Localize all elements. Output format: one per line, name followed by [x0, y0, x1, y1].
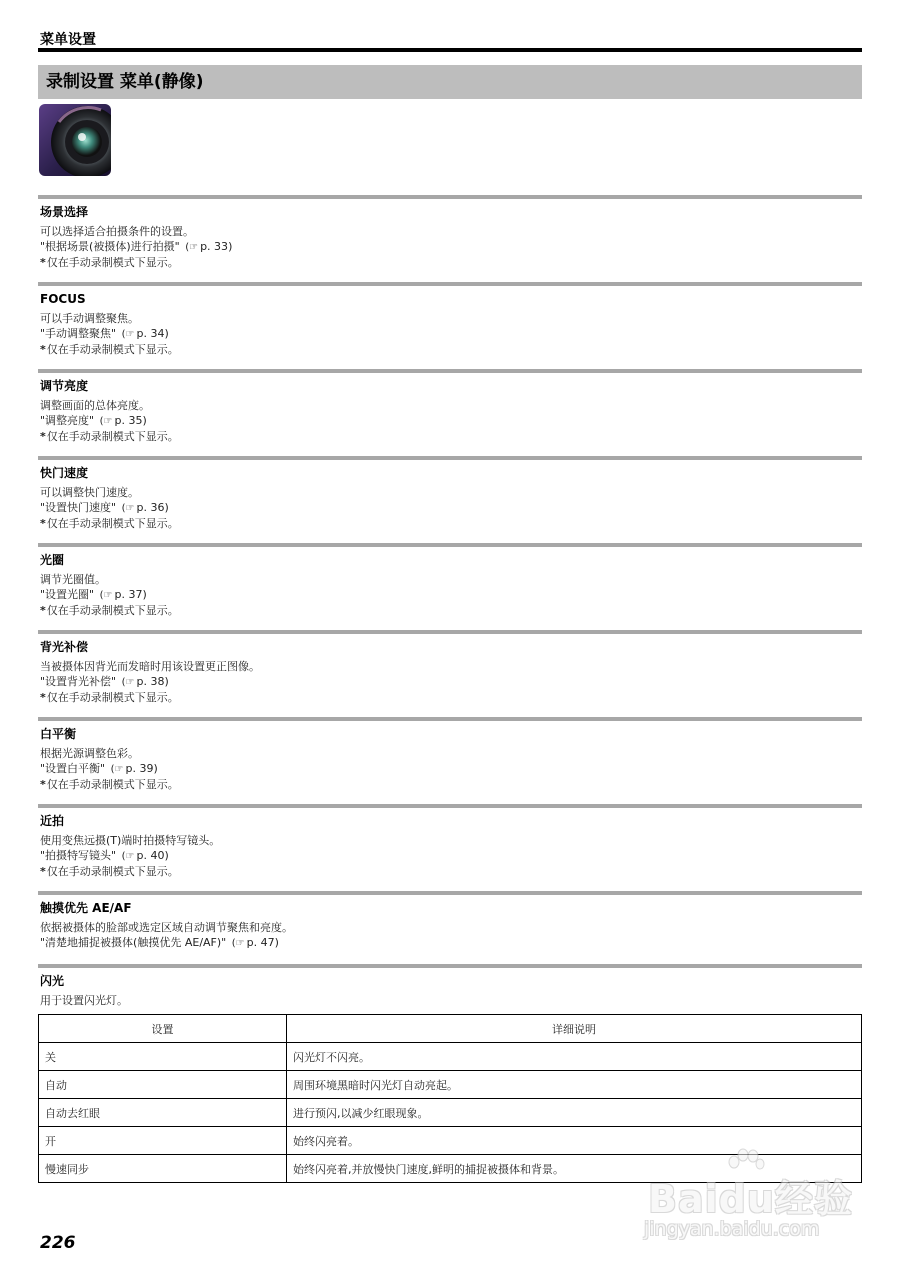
reference-page: p. 33 [200, 240, 229, 253]
section-heading: 背光补偿 [40, 640, 89, 654]
book-pointer-icon: (☞ [110, 764, 124, 775]
section-note [40, 777, 862, 792]
setting-cell: 慢速同步 [39, 1155, 287, 1183]
setting-cell: 自动 [39, 1071, 287, 1099]
reference-text: "清楚地捕捉被摄体(触摸优先 AE/AF)" [40, 936, 227, 949]
page-reference[interactable]: "设置快门速度" (☞ p. 36) [40, 501, 169, 514]
section-rule [38, 630, 862, 634]
section-description: 使用变焦远摄(T)端时拍摄特写镜头。 [40, 834, 221, 847]
page-reference[interactable]: "清楚地捕捉被摄体(触摸优先 AE/AF)" (☞ p. 47) [40, 936, 279, 949]
book-pointer-icon: (☞ [121, 503, 135, 514]
table-row [39, 1099, 862, 1127]
details-cell: 始终闪亮着,并放慢快门速度,鲜明的捕捉被摄体和背景。 [287, 1155, 862, 1183]
column-header-details: 详细说明 [287, 1015, 862, 1043]
reference-page: p. 40 [136, 849, 165, 862]
setting-cell: 开 [39, 1127, 287, 1155]
section-note [40, 690, 862, 705]
section-rule [38, 282, 862, 286]
page-reference[interactable]: "调整亮度" (☞ p. 35) [40, 414, 147, 427]
reference-page: p. 38 [136, 675, 165, 688]
book-pointer-icon: (☞ [231, 938, 245, 949]
page-number: 226 [40, 1233, 76, 1253]
table-row [39, 1071, 862, 1099]
section-description: 根据光源调整色彩。 [40, 747, 139, 760]
book-pointer-icon: (☞ [121, 329, 135, 340]
book-pointer-icon: (☞ [99, 590, 113, 601]
section-note [40, 864, 862, 879]
reference-text: "调整亮度" [40, 414, 95, 427]
table-row [39, 1043, 862, 1071]
reference-page: p. 36 [136, 501, 165, 514]
section-white-balance [38, 717, 862, 792]
reference-text: "设置背光补偿" [40, 675, 117, 688]
section-rule [38, 804, 862, 808]
section-description: 调整画面的总体亮度。 [40, 399, 150, 412]
section-rule [38, 891, 862, 895]
reference-text: "设置白平衡" [40, 762, 106, 775]
column-header-setting: 设置 [39, 1015, 287, 1043]
table-header-row [39, 1015, 862, 1043]
page-reference[interactable]: "设置白平衡" (☞ p. 39) [40, 762, 158, 775]
header-rule [38, 48, 862, 52]
page-reference[interactable]: "设置光圈" (☞ p. 37) [40, 588, 147, 601]
menu-banner-title: 录制设置 菜单(静像) [38, 65, 862, 99]
details-cell: 闪光灯不闪亮。 [287, 1043, 862, 1071]
asterisk-icon: * [40, 691, 46, 704]
section-flash [38, 964, 862, 1008]
section-focus [38, 282, 862, 357]
section-description: 当被摄体因背光而发暗时用该设置更正图像。 [40, 660, 260, 673]
section-backlight [38, 630, 862, 705]
book-pointer-icon: (☞ [99, 416, 113, 427]
section-heading: 闪光 [40, 974, 65, 988]
section-description: 依据被摄体的脸部或选定区域自动调节聚焦和亮度。 [40, 921, 293, 934]
note-text: 仅在手动录制模式下显示。 [46, 865, 179, 878]
section-heading: 场景选择 [40, 205, 89, 219]
asterisk-icon: * [40, 865, 46, 878]
section-heading: FOCUS [40, 292, 86, 306]
section-touch-priority [38, 891, 862, 951]
section-shutter-speed [38, 456, 862, 531]
asterisk-icon: * [40, 604, 46, 617]
note-text: 仅在手动录制模式下显示。 [46, 430, 179, 443]
reference-page: p. 39 [125, 762, 154, 775]
watermark-url: jingyan.baidu.com [644, 1218, 820, 1240]
asterisk-icon: * [40, 430, 46, 443]
section-aperture [38, 543, 862, 618]
page-reference[interactable]: "拍摄特写镜头" (☞ p. 40) [40, 849, 169, 862]
note-text: 仅在手动录制模式下显示。 [46, 778, 179, 791]
note-text: 仅在手动录制模式下显示。 [46, 343, 179, 356]
section-description: 可以选择适合拍摄条件的设置。 [40, 225, 194, 238]
watermark-logo: Baidu经验 [648, 1177, 853, 1221]
section-rule [38, 456, 862, 460]
page-reference[interactable]: "根据场景(被摄体)进行拍摄" (☞ p. 33) [40, 240, 233, 253]
reference-page: p. 34 [136, 327, 165, 340]
page-header-title: 菜单设置 [40, 32, 96, 48]
book-pointer-icon: (☞ [121, 677, 135, 688]
section-heading: 白平衡 [40, 727, 77, 741]
asterisk-icon: * [40, 778, 46, 791]
book-pointer-icon: (☞ [185, 242, 199, 253]
section-rule [38, 195, 862, 199]
details-cell: 始终闪亮着。 [287, 1127, 862, 1155]
section-note [40, 603, 862, 618]
asterisk-icon: * [40, 256, 46, 269]
note-text: 仅在手动录制模式下显示。 [46, 691, 179, 704]
reference-page: p. 47 [246, 936, 275, 949]
reference-text: "根据场景(被摄体)进行拍摄" [40, 240, 180, 253]
reference-text: "拍摄特写镜头" [40, 849, 117, 862]
note-text: 仅在手动录制模式下显示。 [46, 517, 179, 530]
details-cell: 进行预闪,以减少红眼现象。 [287, 1099, 862, 1127]
section-heading: 光圈 [40, 553, 65, 567]
page-reference[interactable]: "设置背光补偿" (☞ p. 38) [40, 675, 169, 688]
section-scene-select [38, 195, 862, 270]
section-note [40, 342, 862, 357]
section-note [40, 429, 862, 444]
setting-cell: 关 [39, 1043, 287, 1071]
section-heading: 调节亮度 [40, 379, 89, 393]
setting-cell: 自动去红眼 [39, 1099, 287, 1127]
section-tele-macro [38, 804, 862, 879]
baidu-watermark [640, 1148, 862, 1248]
reference-text: "设置快门速度" [40, 501, 117, 514]
section-rule [38, 964, 862, 968]
section-rule [38, 717, 862, 721]
section-heading: 触摸优先 AE/AF [40, 901, 132, 915]
section-description: 用于设置闪光灯。 [40, 994, 128, 1007]
section-description: 调节光圈值。 [40, 573, 106, 586]
section-note [40, 516, 862, 531]
reference-page: p. 37 [114, 588, 143, 601]
asterisk-icon: * [40, 343, 46, 356]
section-heading: 快门速度 [40, 466, 89, 480]
section-rule [38, 543, 862, 547]
reference-text: "设置光圈" [40, 588, 95, 601]
note-text: 仅在手动录制模式下显示。 [46, 604, 179, 617]
asterisk-icon: * [40, 517, 46, 530]
section-description: 可以手动调整聚焦。 [40, 312, 139, 325]
details-cell: 周围环境黑暗时闪光灯自动亮起。 [287, 1071, 862, 1099]
camera-lens-icon [39, 104, 111, 176]
note-text: 仅在手动录制模式下显示。 [46, 256, 179, 269]
section-heading: 近拍 [40, 814, 65, 828]
section-rule [38, 369, 862, 373]
section-note [40, 255, 862, 270]
reference-text: "手动调整聚焦" [40, 327, 117, 340]
book-pointer-icon: (☞ [121, 851, 135, 862]
section-brightness [38, 369, 862, 444]
page-reference[interactable]: "手动调整聚焦" (☞ p. 34) [40, 327, 169, 340]
reference-page: p. 35 [114, 414, 143, 427]
section-description: 可以调整快门速度。 [40, 486, 139, 499]
